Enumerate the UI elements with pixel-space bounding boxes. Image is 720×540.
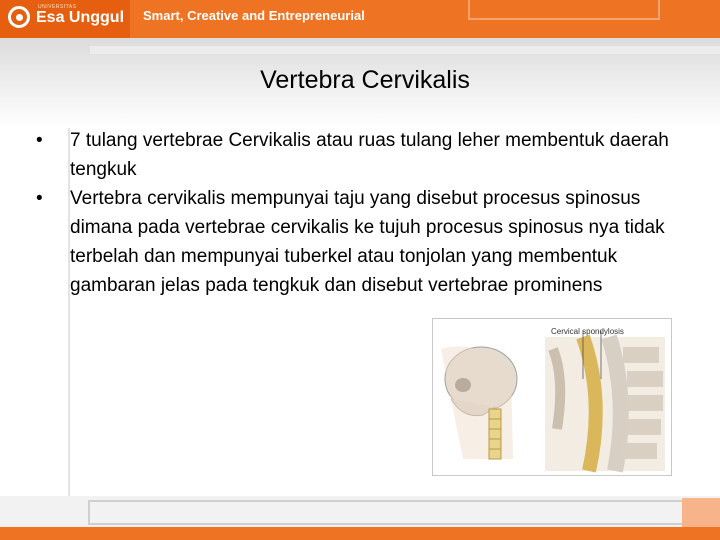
cervical-spine-illustration <box>432 318 672 476</box>
bullet-text: Vertebra cervikalis mempunyai taju yang disebut procesus spinosus dimana pada vertebrae cervikalis ke tujuh procesus spinosus nya tidak terbelah dan mempunyai tuberkel atau tonjolan yang membentuk gambaran jelas pada tengkuk dan disebut vertebrae prominens <box>70 188 665 296</box>
logo-small-text: UNIVERSITAS <box>38 4 77 10</box>
slide-title: Vertebra Cervikalis <box>260 66 470 94</box>
illustration-caption: Cervical spondylosis <box>551 327 624 336</box>
top-decoration <box>90 46 720 54</box>
skull-drawing <box>441 346 517 459</box>
logo-name: Esa Unggul <box>36 9 125 26</box>
bullet-marker: • <box>36 188 43 209</box>
bullet-item <box>36 184 676 300</box>
logo <box>0 0 130 38</box>
bullet-text: 7 tulang vertebrae Cervikalis atau ruas tulang leher membentuk daerah tengkuk <box>70 130 669 180</box>
spine-drawing <box>433 319 671 475</box>
spine-closeup-drawing <box>545 331 665 471</box>
bullet-list <box>36 126 676 300</box>
tagline: Smart, Creative and Entrepreneurial <box>143 8 365 23</box>
footer-bar <box>0 527 720 540</box>
header-decoration <box>468 0 660 20</box>
footer-decoration <box>88 500 720 525</box>
logo-icon <box>8 6 30 28</box>
bullet-marker: • <box>36 130 43 151</box>
footer-accent <box>682 498 720 528</box>
bullet-item <box>36 126 676 184</box>
